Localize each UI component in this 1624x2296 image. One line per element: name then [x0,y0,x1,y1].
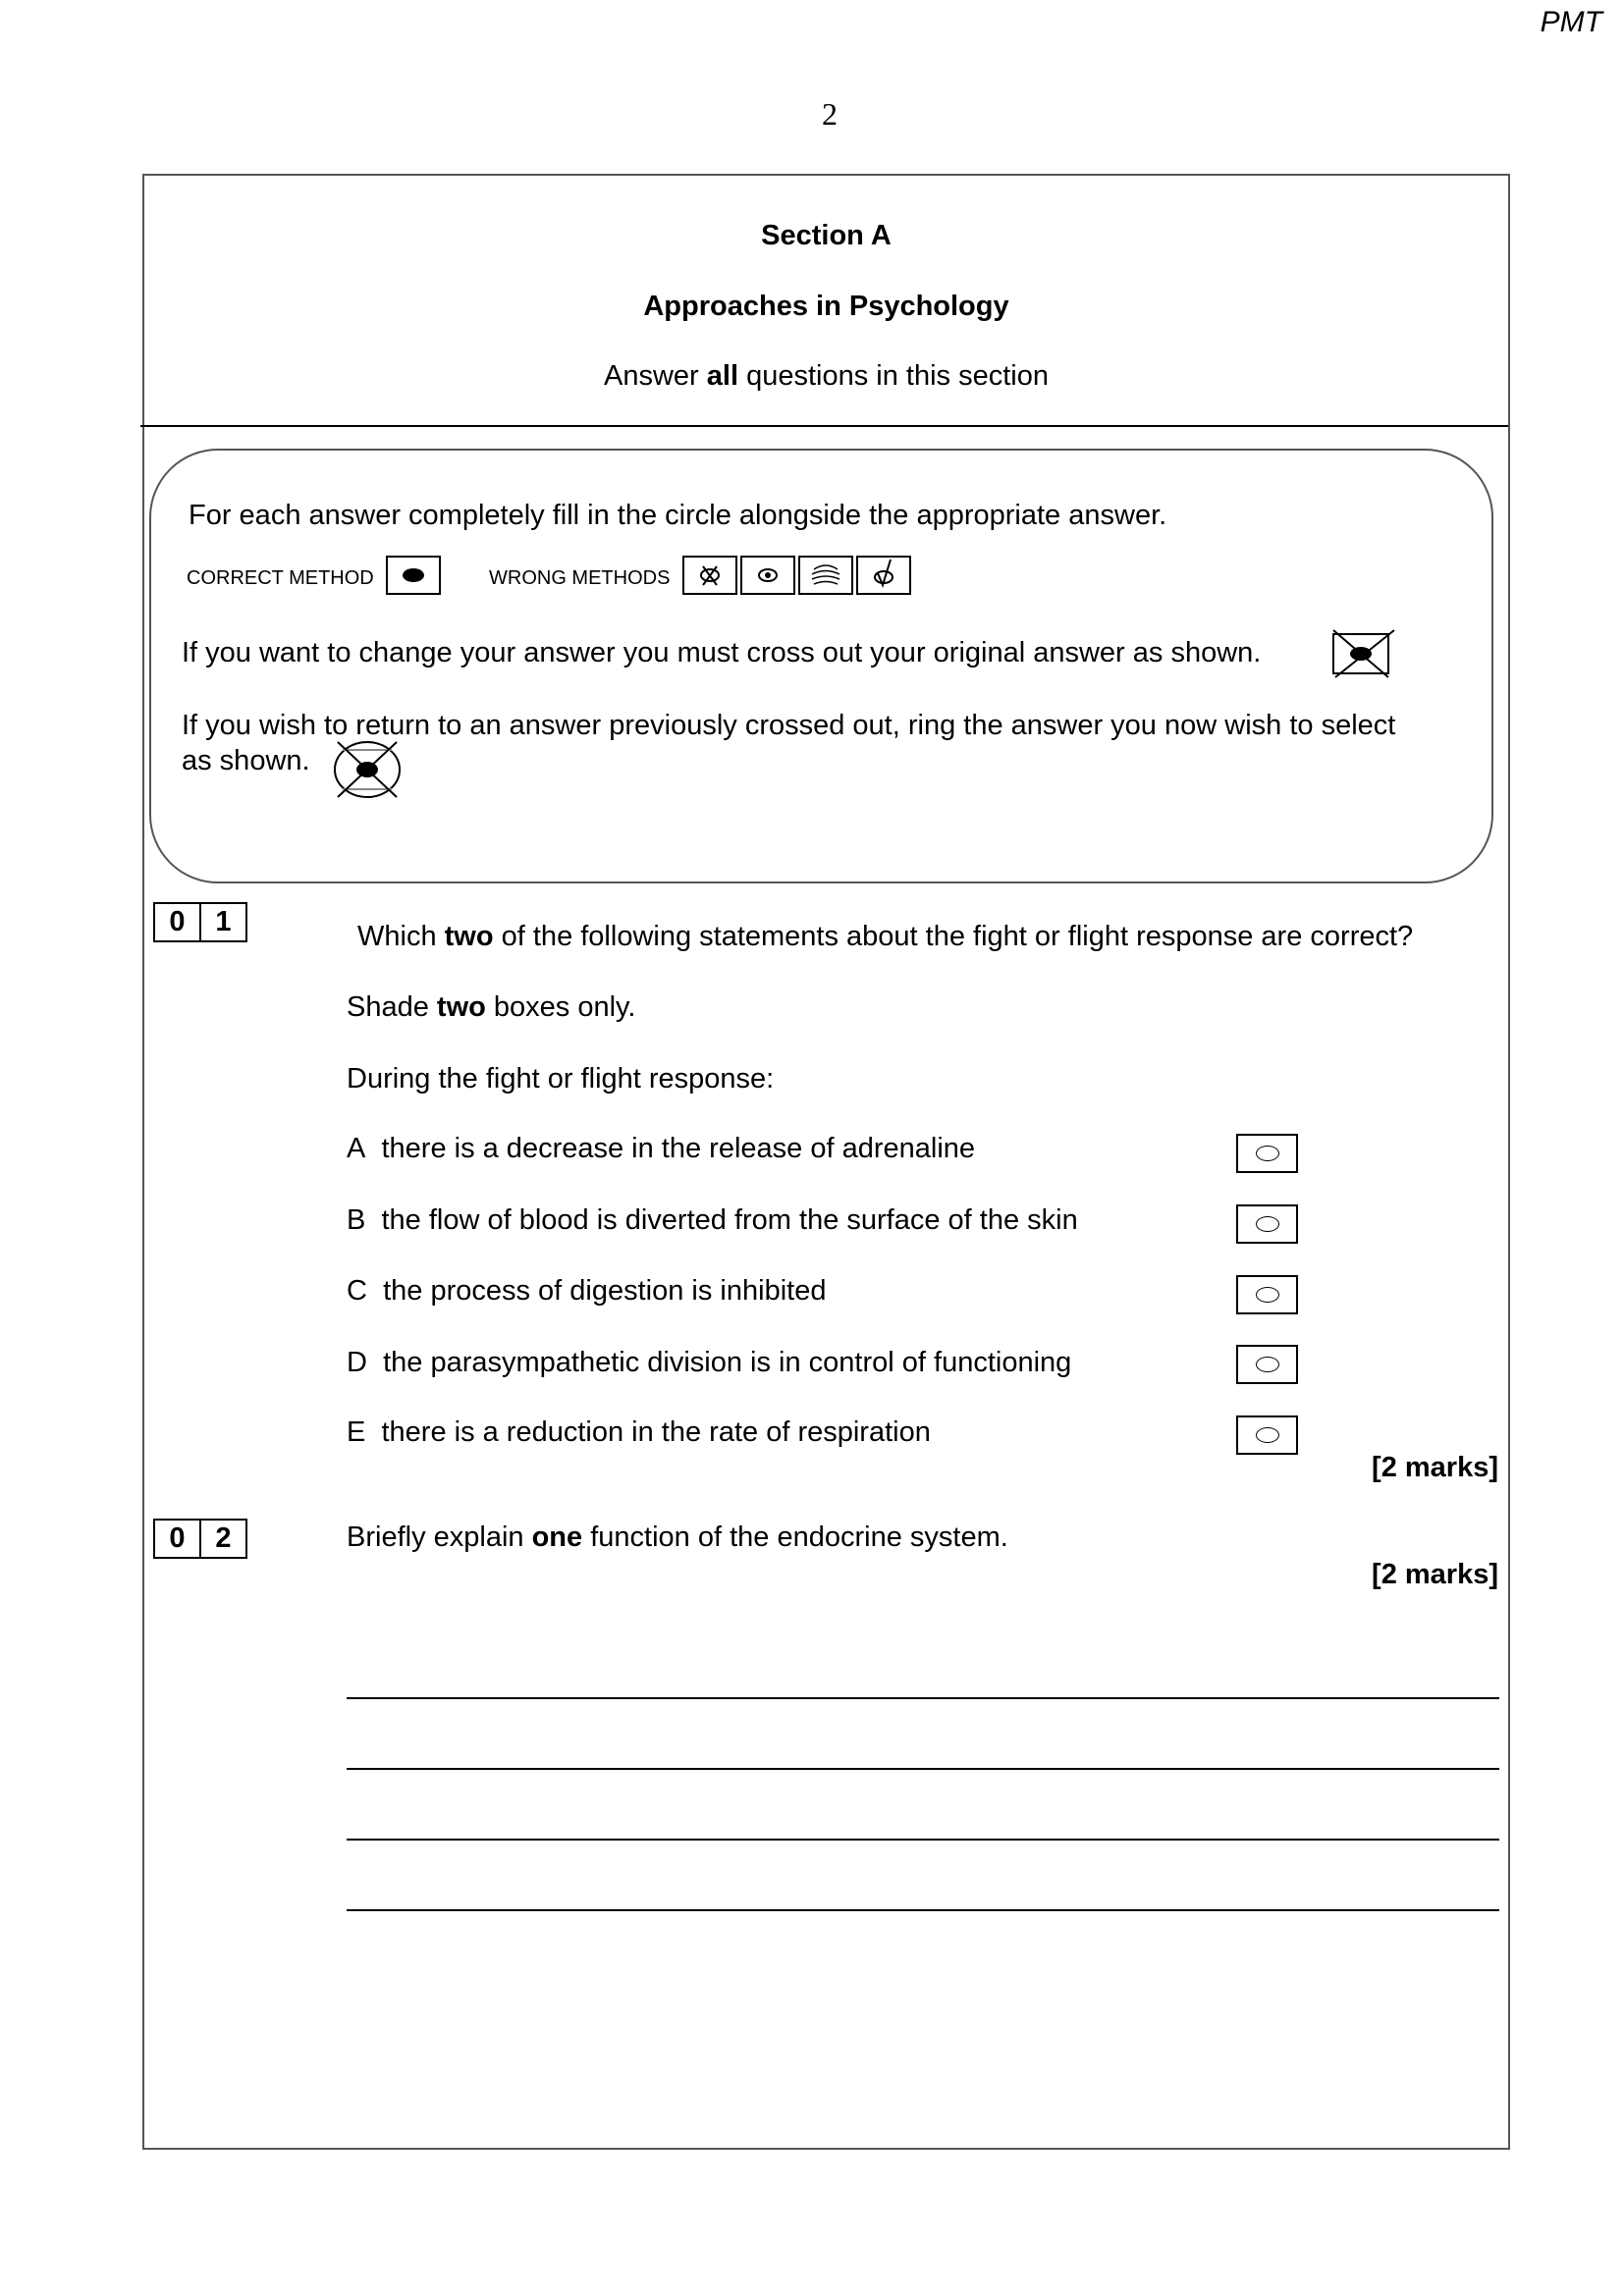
wrong-method-dot-icon [740,556,795,595]
section-title: Section A [761,220,892,251]
q2-marks: [2 marks] [1372,1559,1498,1590]
crossed-answer-icon [1329,628,1398,684]
q1-shade-instruction: Shade two boxes only. [347,991,636,1023]
ringed-answer-icon [331,739,406,805]
question-number-02: 0 2 [153,1519,247,1559]
option-c: C the process of digestion is inhibited [347,1275,827,1307]
question-number-01: 0 1 [153,902,247,942]
answer-line[interactable] [347,1839,1499,1841]
pmt-watermark: PMT [1540,6,1602,38]
q1-marks: [2 marks] [1372,1452,1498,1483]
answer-line[interactable] [347,1697,1499,1699]
q1-stem: During the fight or flight response: [347,1063,775,1095]
divider [140,425,1508,427]
q1-question: Which two of the following statements about the fight or flight response are correct? [357,921,1414,952]
correct-method-label: CORRECT METHOD [187,567,374,589]
return-instruction-line2: as shown. [182,745,310,776]
option-b: B the flow of blood is diverted from the surface of the skin [347,1204,1078,1236]
answer-line[interactable] [347,1909,1499,1911]
option-a-checkbox[interactable] [1236,1134,1298,1173]
option-a: A there is a decrease in the release of adrenaline [347,1133,976,1164]
option-d: D the parasympathetic division is in control of functioning [347,1347,1072,1378]
correct-method-icon [386,556,441,595]
fill-instruction: For each answer completely fill in the circle alongside the appropriate answer. [189,500,1167,531]
option-e-checkbox[interactable] [1236,1415,1298,1455]
wrong-method-tick-icon [856,556,911,595]
return-instruction-line1: If you wish to return to an answer previously crossed out, ring the answer you now wish to select [182,710,1396,741]
section-subtitle: Approaches in Psychology [643,291,1009,322]
wrong-method-scribble-icon [798,556,853,595]
wrong-method-cross-icon [682,556,737,595]
option-d-checkbox[interactable] [1236,1345,1298,1384]
option-c-checkbox[interactable] [1236,1275,1298,1314]
change-instruction: If you want to change your answer you must cross out your original answer as shown. [182,637,1262,668]
option-b-checkbox[interactable] [1236,1204,1298,1244]
q2-question: Briefly explain one function of the endocrine system. [347,1522,1008,1553]
section-instruction: Answer all questions in this section [604,360,1049,392]
option-e: E there is a reduction in the rate of respiration [347,1416,931,1448]
page-number: 2 [822,96,838,132]
answer-line[interactable] [347,1768,1499,1770]
wrong-methods-label: WRONG METHODS [489,567,671,589]
